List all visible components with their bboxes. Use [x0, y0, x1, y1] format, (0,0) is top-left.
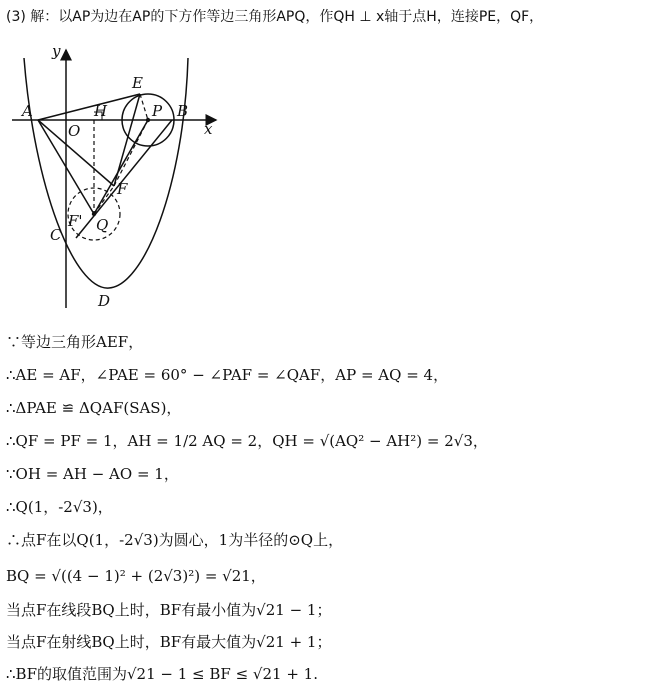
label-o: O: [68, 122, 81, 140]
solution-line-4: ∴QF = PF = 1，AH = 1/2 AQ = 2，QH = √(AQ² − AH²) = 2√3，: [6, 432, 488, 450]
solution-line-2: ∴AE = AF，∠PAE = 60° − ∠PAF = ∠QAF，AP = AQ = 4，: [6, 366, 449, 384]
label-a: A: [22, 102, 33, 120]
solution-line-10: 当点F在射线BQ上时，BF有最大值为√21 + 1；: [6, 633, 332, 651]
solution-line-5: ∵OH = AH − AO = 1，: [6, 465, 179, 483]
solution-line-6: ∴Q(1，-2√3)，: [6, 498, 113, 516]
segment-pb-line: [76, 120, 172, 238]
solution-line-1: ∵等边三角形AEF，: [6, 333, 144, 351]
segment-pe: [140, 94, 148, 120]
label-f: F: [117, 180, 128, 198]
label-p: P: [152, 102, 163, 120]
label-q: Q: [96, 216, 109, 234]
parabola: [24, 58, 188, 288]
x-axis-label: x: [204, 120, 213, 138]
y-axis-label: y: [52, 42, 61, 60]
solution-line-9: 当点F在线段BQ上时，BF有最小值为√21 − 1；: [6, 601, 332, 619]
label-d: D: [98, 292, 111, 310]
header-text: (3) 解：: [6, 9, 59, 25]
segment-qp: [94, 120, 148, 214]
label-h: H: [94, 102, 108, 120]
solution-line-7: ∴点F在以Q(1，-2√3)为圆心，1为半径的⊙Q上，: [6, 531, 344, 549]
solution-line-3: ∴ΔPAE ≌ ΔQAF(SAS)，: [6, 399, 182, 417]
label-e: E: [132, 74, 143, 92]
label-c: C: [50, 226, 62, 244]
label-f-prime: F': [68, 212, 83, 230]
problem-header: [6, 6, 543, 27]
solution-line-11: ∴BF的取值范围为√21 − 1 ≤ BF ≤ √21 + 1.: [6, 665, 318, 683]
header-body: 以AP为边在AP的下方作等边三角形APQ，作QH ⊥ x轴于点H，连接PE，QF，: [58, 9, 544, 25]
solution-line-8: BQ = √((4 − 1)² + (2√3)²) = √21，: [6, 567, 266, 585]
label-b: B: [177, 102, 189, 120]
geometry-figure: [4, 36, 234, 326]
point-p-dot: [146, 118, 150, 122]
